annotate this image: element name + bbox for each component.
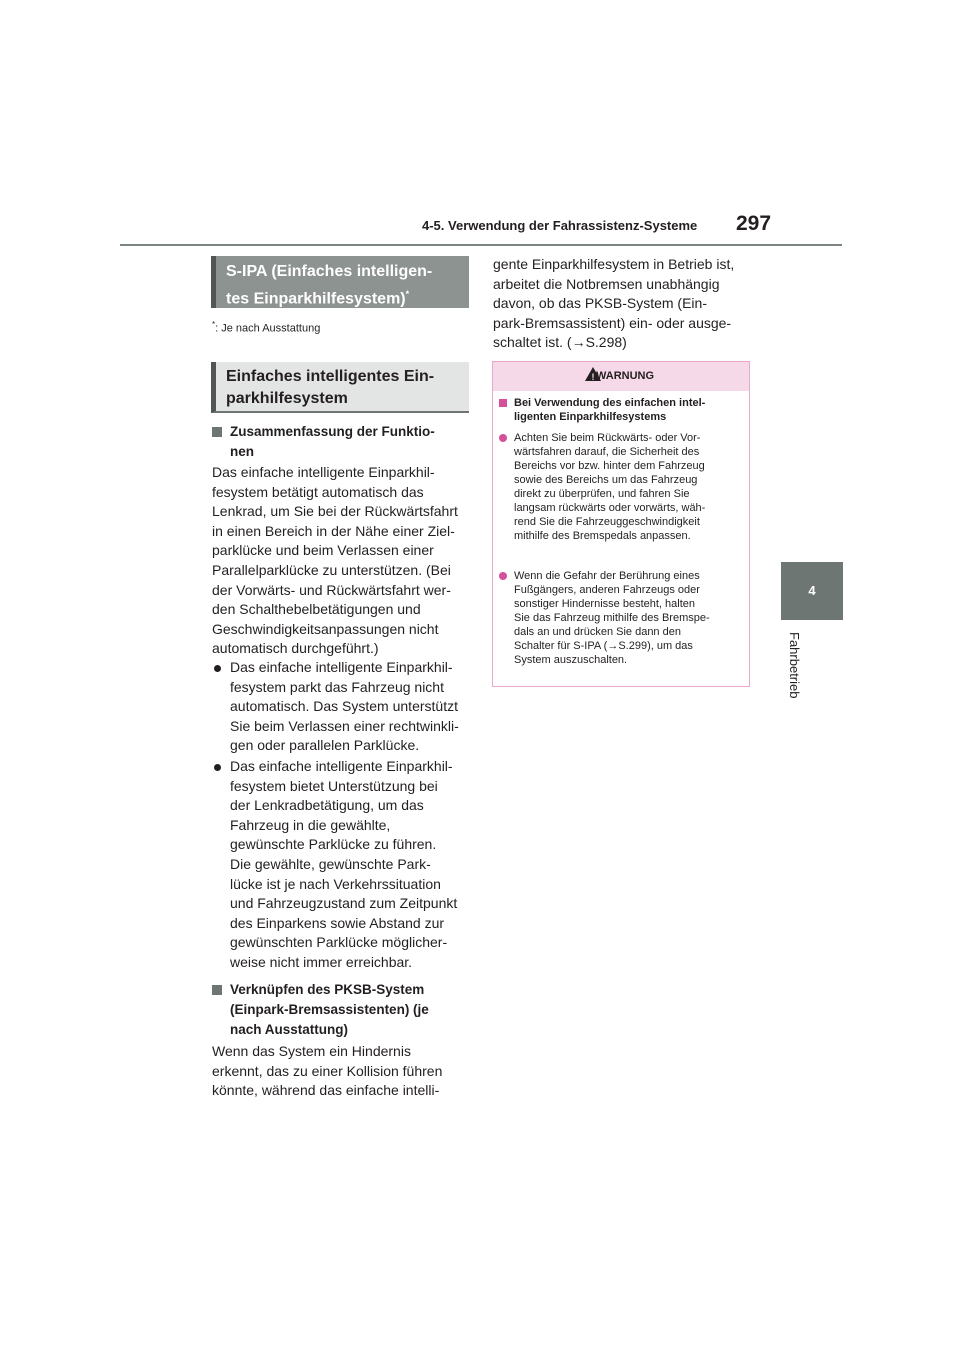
warning-heading: Bei Verwendung des einfachen intel- ligenten Einparkhilfesystems: [499, 396, 745, 426]
chapter-tab-label: Fahrbetrieb: [787, 632, 802, 699]
header-divider: [120, 244, 842, 246]
paragraph-summary: Das einfache intelligente Einparkhil- fesystem betätigt automatisch das Lenkrad, um Sie bei der Rückwärtsfahrt in einen Bereich in der Nähe einer Ziel- parklücke und beim Verlassen einer Parallelparklücke zu unterstützen. (Bei der Vorwärts- und Rückwärtsfahrt wer- den Schalthebelbetätigungen und Geschwindigkeitsanpassungen nicht automatisch durchgeführt.): [212, 464, 458, 657]
paragraph-pksb: Wenn das System ein Hindernis erkennt, das zu einer Kollision führen könnte, während das einfache intelli-: [212, 1043, 443, 1099]
warning-title: WARNUNG: [595, 370, 655, 382]
warning-item: Achten Sie beim Rückwärts- oder Vor- wärtsfahren darauf, die Sicherheit des Bereichs vor bzw. hinter dem Fahrzeug sowie des Bereichs um das Fahrzeug direkt zu überprüfen, und fahren Sie langsam rückwärts oder vorwärts, wäh- rend Sie die Fahrzeuggeschwindigkeit mithilfe des Bremspedals anpassen.: [499, 431, 745, 547]
chapter-header: 4-5. Verwendung der Fahrassistenz-Systeme: [422, 218, 698, 233]
bullet-dot-icon: [214, 764, 221, 771]
heading-summary: Zusammenfassung der Funktio- nen: [212, 422, 470, 462]
subsection-title: Einfaches intelligentes Ein- parkhilfesystem: [211, 362, 469, 413]
footnote: *: Je nach Ausstattung: [212, 320, 321, 335]
heading-pksb-link: Verknüpfen des PKSB-System (Einpark-Bremsassistenten) (je nach Ausstattung): [212, 980, 470, 1040]
exclamation-icon: !: [591, 372, 595, 382]
square-bullet-icon: [499, 399, 507, 407]
bullet-item: Das einfache intelligente Einparkhil- fesystem bietet Unterstützung bei der Lenkradbetätigung, um das Fahrzeug in die gewählte, gewünschte Parklücke zu führen. Die gewählte, gewünschte Park- lücke ist je nach Verkehrssituation und Fahrzeugzustand zum Zeitpunkt des Einparkens sowie Abstand zur gewünschten Parklücke möglicher- weise nicht immer erreichbar.: [212, 757, 476, 973]
square-bullet-icon: [212, 427, 222, 437]
warning-box: [492, 361, 750, 687]
bullet-dot-icon: [499, 572, 507, 580]
square-bullet-icon: [212, 985, 222, 995]
bullet-dot-icon: [499, 434, 507, 442]
section-title-line1: S-IPA (Einfaches intelligen-: [226, 263, 433, 280]
page-number: 297: [736, 212, 772, 235]
bullet-dot-icon: [214, 665, 221, 672]
section-title: [211, 256, 469, 308]
chapter-tab-number: 4: [781, 562, 843, 620]
paragraph-pksb-continued: gente Einparkhilfesystem in Betrieb ist, arbeitet die Notbremsen unabhängig davon, ob das PKSB-System (Ein- park-Bremsassistent) ein- oder ausge- schaltet ist. (→S.298): [493, 256, 735, 351]
warning-item: Wenn die Gefahr der Berührung eines Fußgängers, anderen Fahrzeugs oder sonstiger Hindernisse besteht, halten Sie das Fahrzeug mithilfe des Bremspe- dals an und drücken Sie dann den Schalter für S-IPA (→S.299), um das System auszuschalten.: [499, 569, 745, 669]
bullet-item: Das einfache intelligente Einparkhil- fesystem parkt das Fahrzeug nicht automatisch. Das System unterstützt Sie beim Verlassen einer rechtwinkli- gen oder parallelen Parklücke.: [212, 658, 476, 758]
section-title-line2: tes Einparkhilfesystem)*: [226, 289, 410, 308]
